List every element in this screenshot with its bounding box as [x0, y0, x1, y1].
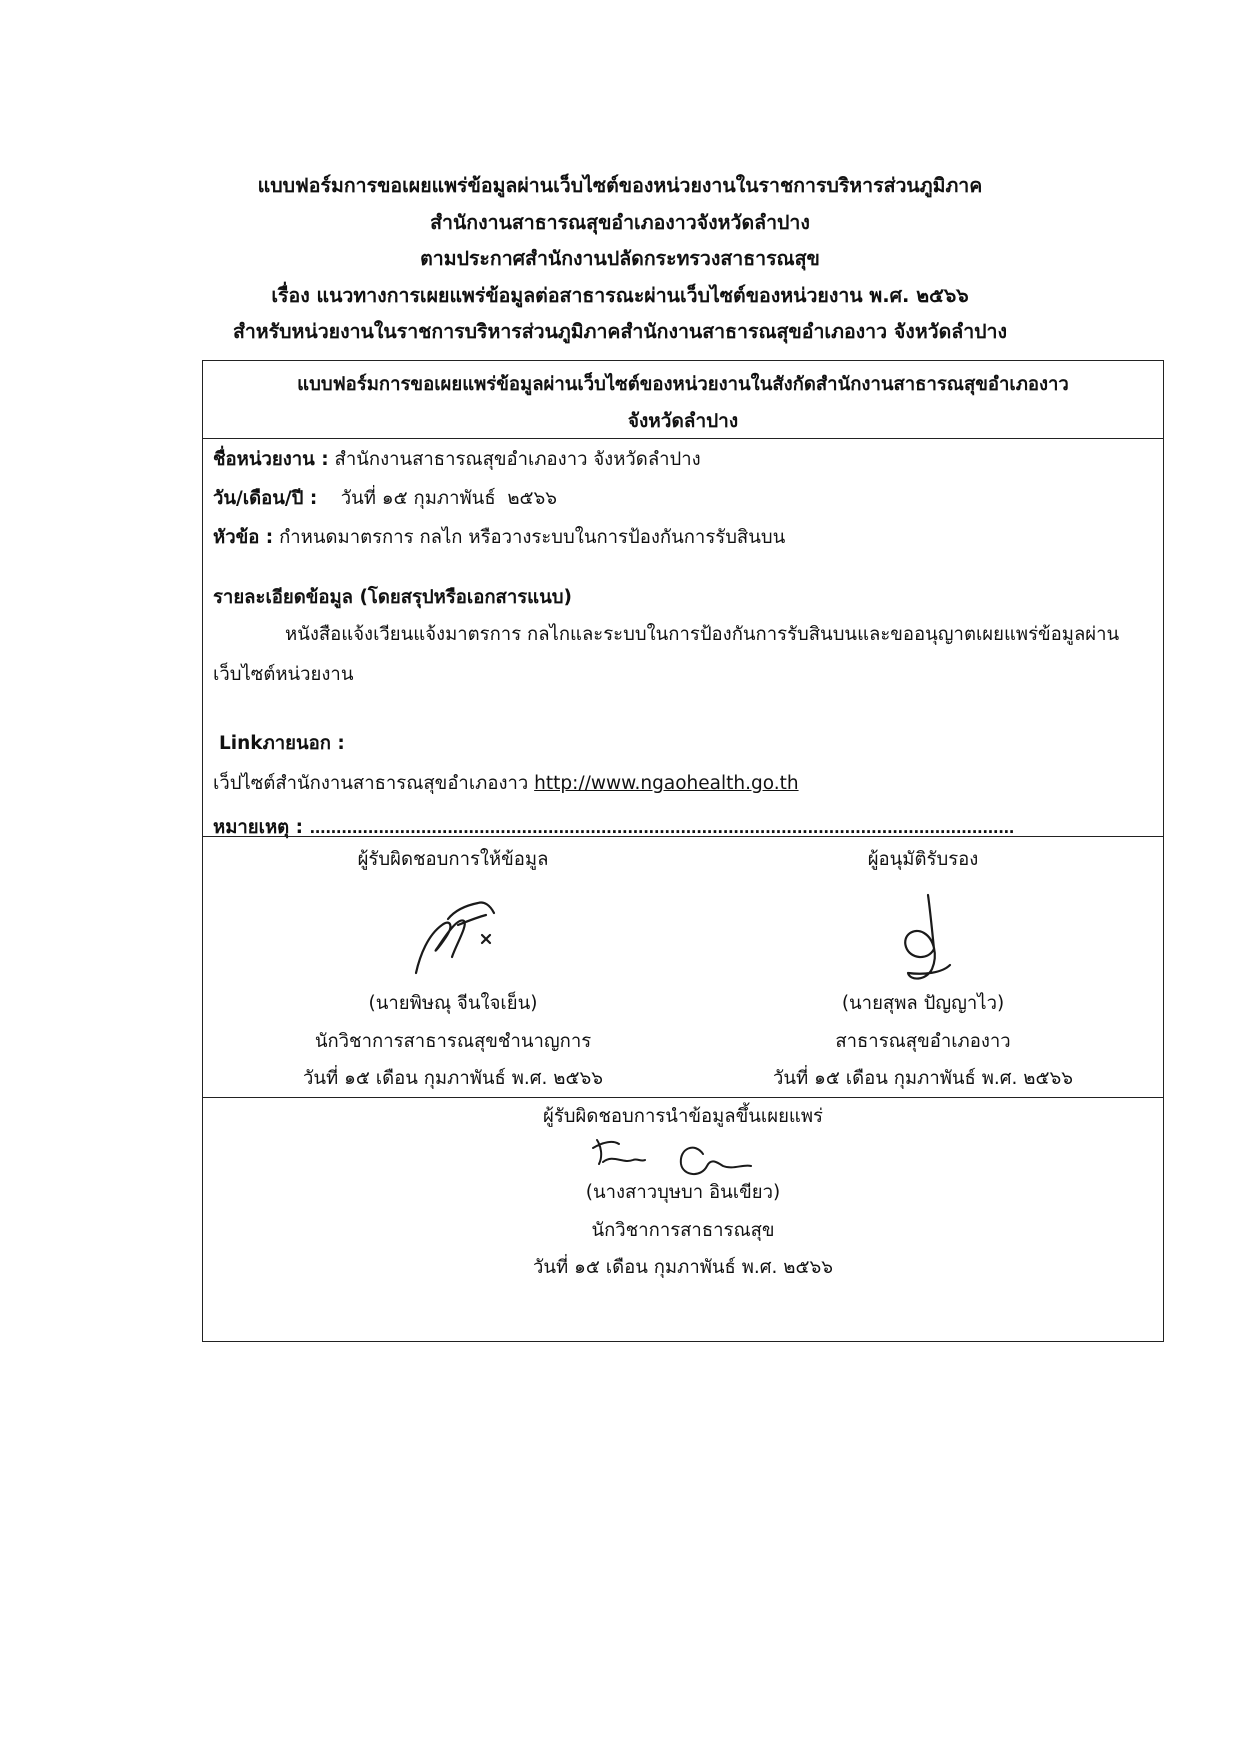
header-line-2: สำนักงานสาธารณสุขอำเภองาวจังหวัดลำปาง — [430, 210, 810, 234]
request-form — [202, 360, 1164, 1342]
approver-date: วันที่ ๑๕ เดือน กุมภาพันธ์ พ.ศ. ๒๕๖๖ — [773, 1068, 1073, 1089]
header-line-3: ตามประกาศสำนักงานปลัดกระทรวงสาธารณสุข — [420, 247, 820, 270]
note-value: ..................................................................................................................................... — [309, 819, 1015, 837]
details-text: หนังสือแจ้งเวียนแจ้งมาตรการ กลไกและระบบในการป้องกันการรับสินบนและขออนุญาตเผยแพร่ข้อมูลผ่านเว็บไซต์หน่วยงาน — [213, 624, 1120, 685]
topic-value: กำหนดมาตรการ กลไก หรือวางระบบในการป้องกันการรับสินบน — [273, 527, 786, 548]
date-row — [213, 484, 557, 514]
header-line-4: เรื่อง แนวทางการเผยแพร่ข้อมูลต่อสาธารณะผ่านเว็บไซต์ของหน่วยงาน พ.ศ. ๒๕๖๖ — [271, 283, 969, 307]
details-label: รายละเอียดข้อมูล (โดยสรุปหรือเอกสารแนบ) — [213, 587, 572, 608]
website-link[interactable]: http://www.ngaohealth.go.th — [534, 773, 799, 794]
topic-row — [213, 523, 785, 553]
approver-position: สาธารณสุขอำเภองาว — [835, 1031, 1011, 1052]
provider-heading: ผู้รับผิดชอบการให้ข้อมูล — [357, 849, 549, 870]
provider-position: นักวิชาการสาธารณสุขชำนาญการ — [314, 1031, 592, 1052]
publisher-position: นักวิชาการสาธารณสุข — [591, 1220, 775, 1241]
provider-name: (นายพิษณุ จีนใจเย็น) — [368, 993, 538, 1014]
header-line-5: สำหรับหน่วยงานในราชการบริหารส่วนภูมิภาคสำนักงานสาธารณสุขอำเภองาว จังหวัดลำปาง — [232, 320, 1008, 343]
link-row — [213, 769, 799, 799]
details-heading — [213, 583, 572, 613]
header-line-1: แบบฟอร์มการขอเผยแพร่ข้อมูลผ่านเว็บไซต์ของหน่วยงานในราชการบริหารส่วนภูมิภาค — [257, 174, 983, 197]
note-label: หมายเหตุ : — [213, 817, 310, 838]
document-header — [150, 168, 1090, 351]
publisher-signature-block — [443, 1098, 923, 1328]
provider-date: วันที่ ๑๕ เดือน กุมภาพันธ์ พ.ศ. ๒๕๖๖ — [303, 1068, 603, 1089]
link-heading — [219, 729, 345, 759]
date-value: วันที่ ๑๕ กุมภาพันธ์ ๒๕๖๖ — [317, 488, 558, 509]
approver-signature-image — [888, 889, 968, 989]
topic-label: หัวข้อ : — [213, 527, 274, 548]
approver-signature-block — [703, 837, 1143, 1097]
agency-row — [213, 445, 701, 475]
provider-signature-block — [233, 837, 673, 1097]
form-title — [203, 361, 1163, 439]
approver-name: (นายสุพล ปัญญาไว) — [841, 993, 1005, 1014]
approver-heading: ผู้อนุมัติรับรอง — [867, 849, 979, 870]
form-title-line-1: แบบฟอร์มการขอเผยแพร่ข้อมูลผ่านเว็บไซต์ของหน่วยงานในสังกัดสำนักงานสาธารณสุขอำเภองาว — [297, 374, 1069, 395]
date-label: วัน/เดือน/ปี : — [213, 488, 318, 509]
publisher-date: วันที่ ๑๕ เดือน กุมภาพันธ์ พ.ศ. ๒๕๖๖ — [533, 1257, 833, 1278]
link-prefix: เว็ปไซต์สำนักงานสาธารณสุขอำเภองาว — [213, 773, 535, 794]
provider-signature-image — [398, 895, 508, 985]
link-label: Linkภายนอก : — [219, 733, 345, 754]
agency-label: ชื่อหน่วยงาน : — [213, 449, 329, 470]
publisher-name: (นางสาวบุษบา อินเขียว) — [585, 1182, 781, 1203]
publisher-heading: ผู้รับผิดชอบการนำข้อมูลขึ้นเผยแพร่ — [543, 1106, 823, 1127]
form-title-line-2: จังหวัดลำปาง — [627, 410, 739, 432]
agency-value: สำนักงานสาธารณสุขอำเภองาว จังหวัดลำปาง — [328, 449, 701, 470]
